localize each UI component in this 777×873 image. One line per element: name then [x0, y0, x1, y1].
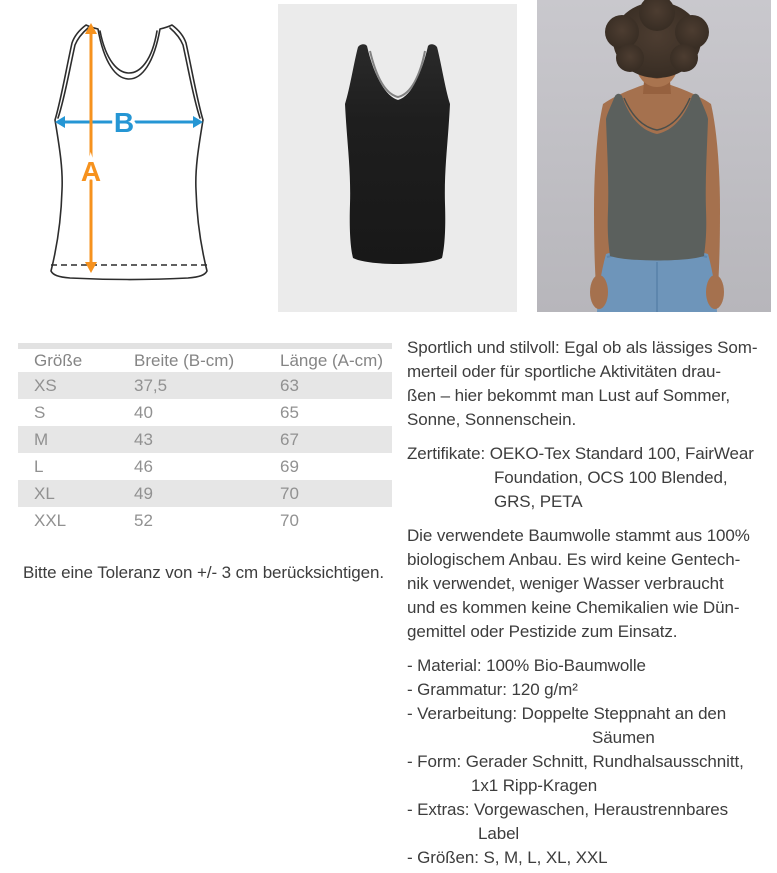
size-table-cell: 52 — [134, 510, 153, 530]
size-table-cell: 43 — [134, 429, 153, 449]
size-table-cell: S — [34, 402, 46, 422]
description-paragraph — [407, 524, 777, 644]
description-line: - Verarbeitung: Doppelte Steppnaht an den — [407, 704, 727, 723]
tank-top-measurement-diagram — [30, 15, 215, 305]
description-paragraph — [407, 336, 777, 432]
size-table-row — [18, 399, 392, 426]
model-photo-image — [537, 0, 771, 312]
size-table-row — [18, 507, 392, 534]
size-table-header — [18, 346, 392, 372]
description-line: - Größen: S, M, L, XL, XXL — [407, 848, 608, 867]
description-line: - Material: 100% Bio-Baumwolle — [407, 656, 646, 675]
tolerance-note: Bitte eine Toleranz von +/- 3 cm berücksichtigen. — [23, 563, 384, 582]
size-table-row — [18, 372, 392, 399]
description-line: - Grammatur: 120 g/m² — [407, 680, 578, 699]
description-line: und es kommen keine Chemikalien wie Dün- — [407, 598, 740, 617]
column-header-width: Breite (B-cm) — [134, 350, 235, 370]
size-table-cell: 70 — [280, 483, 299, 503]
description-line: 1x1 Ripp-Kragen — [471, 776, 598, 795]
size-table-cell: L — [34, 456, 44, 476]
description-paragraph — [407, 442, 777, 514]
size-table-cell: 65 — [280, 402, 299, 422]
label-b: B — [113, 107, 135, 138]
product-photo-black-tank-top — [278, 4, 517, 312]
description-line: ßen – hier bekommt man Lust auf Sommer, — [407, 386, 731, 405]
description-line: merteil oder für sportliche Aktivitäten drau- — [407, 362, 721, 381]
size-table-cell: XXL — [34, 510, 67, 530]
description-line: Zertifikate: OEKO-Tex Standard 100, FairWear — [407, 444, 754, 463]
description-line: Sonne, Sonnenschein. — [407, 410, 577, 429]
column-header-length: Länge (A-cm) — [280, 350, 383, 370]
size-table-cell: 46 — [134, 456, 153, 476]
description-line: Die verwendete Baumwolle stammt aus 100% — [407, 526, 750, 545]
product-description-text — [407, 336, 777, 873]
description-paragraph — [407, 654, 777, 870]
description-line: biologischem Anbau. Es wird keine Gentech- — [407, 550, 741, 569]
black-tank-top-image — [278, 4, 517, 312]
left-hand — [590, 275, 608, 309]
description-line: Label — [478, 824, 520, 843]
description-line: Sportlich und stilvoll: Egal ob als lässiges Som- — [407, 338, 758, 357]
size-table-cell: XS — [34, 375, 57, 395]
size-table-cell: M — [34, 429, 49, 449]
description-line: Foundation, OCS 100 Blended, — [494, 468, 728, 487]
size-table-row — [18, 426, 392, 453]
size-table-cell: 40 — [134, 402, 153, 422]
description-line: - Form: Gerader Schnitt, Rundhalsausschnitt, — [407, 752, 744, 771]
label-a: A — [80, 156, 102, 187]
size-table-cell: 67 — [280, 429, 299, 449]
description-line: GRS, PETA — [494, 492, 583, 511]
size-table-cell: 69 — [280, 456, 299, 476]
description-line: Säumen — [592, 728, 655, 747]
size-table-cell: XL — [34, 483, 55, 503]
size-table-cell: 63 — [280, 375, 299, 395]
size-table-cell: 37,5 — [134, 375, 168, 395]
model-photo-anthracite-tank-top — [537, 0, 771, 312]
size-table — [18, 343, 392, 534]
column-header-size: Größe — [34, 350, 83, 370]
measurement-diagram-image — [30, 15, 215, 305]
size-table-row — [18, 453, 392, 480]
description-line: gemittel oder Pestizide zum Einsatz. — [407, 622, 678, 641]
description-line: - Extras: Vorgewaschen, Heraustrennbares — [407, 800, 729, 819]
size-table-body — [18, 372, 392, 534]
right-hand — [706, 275, 724, 309]
size-table-cell: 49 — [134, 483, 153, 503]
size-table-cell: 70 — [280, 510, 299, 530]
size-table-row — [18, 480, 392, 507]
description-line: nik verwendet, weniger Wasser verbraucht — [407, 574, 724, 593]
